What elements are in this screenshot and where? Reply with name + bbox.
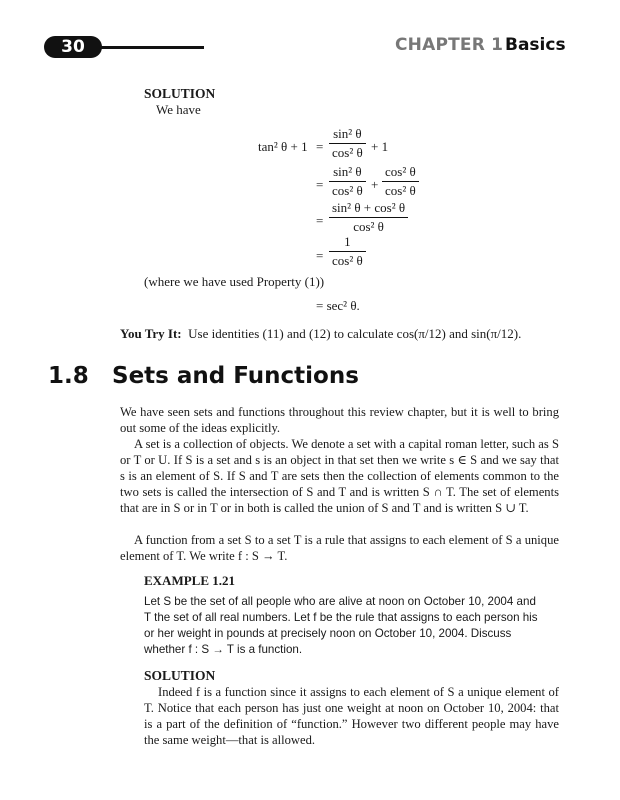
equation-equals-4: =: [316, 248, 324, 263]
fraction-denominator: cos² θ: [382, 181, 419, 199]
fraction-cos-over-cos: [382, 164, 419, 199]
fraction-numerator: sin² θ: [333, 126, 362, 141]
section-title: [48, 363, 359, 389]
solution-body: Indeed f is a function since it assigns to each element of S a unique element of T. Notice that each person has just one weight at noon on October 10, 2004: that is a part of the definition of “function.” However two different people may have the same weight—that is allowed.: [144, 685, 559, 748]
equation-plus-one: [371, 139, 388, 155]
plus-sign: +: [371, 177, 379, 192]
equation-equals-3: =: [316, 213, 324, 228]
fraction-denominator: cos² θ: [329, 251, 366, 269]
you-try-it-label: You Try It:: [120, 326, 182, 341]
page-number: 30: [61, 37, 85, 57]
you-try-it: [120, 326, 521, 342]
fraction-numerator: sin² θ: [333, 164, 362, 179]
fraction-denominator: cos² θ: [329, 217, 408, 235]
fraction-denominator: cos² θ: [329, 181, 366, 199]
paragraph-set-definition: A set is a collection of objects. We denote a set with a capital roman letter, such as S or T or U. If S is a set and s is an object in that set then we write s ∈ S and we say that s is an element of S. If S and T are sets then the collection of elements common to the two sets is called the intersection of S and T and is written S ∩ T. The set of elements that are in S or in T or in both is called the union of S and T and is written S ∪ T.: [120, 437, 559, 516]
fraction-sin-over-cos-2: [329, 164, 366, 199]
fraction-sum-over-cos: [329, 200, 408, 235]
fraction-denominator: cos² θ: [329, 143, 366, 161]
you-try-it-text: Use identities (11) and (12) to calculate cos(π/12) and sin(π/12).: [188, 326, 522, 341]
header-rule: [96, 46, 204, 49]
section-name: Sets and Functions: [112, 363, 359, 389]
solution-heading-2: SOLUTION: [144, 668, 216, 683]
example-heading: EXAMPLE 1.21: [144, 573, 235, 588]
solution-intro: We have: [156, 102, 201, 117]
section-number: 1.8: [48, 363, 89, 389]
equation-result: = sec² θ.: [316, 298, 360, 313]
paragraph-function-definition: A function from a set S to a set T is a rule that assigns to each element of S a unique element of T. We write f : S → T.: [120, 533, 559, 564]
fraction-numerator: 1: [344, 234, 351, 249]
equation-lhs: tan² θ + 1: [258, 139, 308, 154]
constant-one: 1: [381, 139, 389, 154]
equation-equals-1: =: [316, 139, 324, 154]
chapter-name: Basics: [505, 35, 566, 55]
fraction-numerator: sin² θ + cos² θ: [332, 200, 406, 215]
paragraph-intro: We have seen sets and functions throughout this review chapter, but it is well to bring out some of the ideas explicitly.: [120, 405, 559, 436]
fraction-numerator: cos² θ: [385, 164, 416, 179]
chapter-label: CHAPTER 1: [395, 35, 504, 55]
solution-heading: SOLUTION: [144, 86, 216, 101]
where-note: (where we have used Property (1)): [144, 274, 325, 289]
plus-sign: +: [371, 139, 379, 154]
equation-equals-2: =: [316, 177, 324, 192]
example-body: Let S be the set of all people who are alive at noon on October 10, 2004 and T the set of all real numbers. Let f be the rule that assigns to each person his or her weight in pounds at precisely noon on October 10, 2004. Discuss whether f : S → T is a function.: [144, 595, 538, 656]
fraction-one-over-cos: [329, 234, 366, 269]
fraction-sin-over-cos-1: [329, 126, 366, 161]
